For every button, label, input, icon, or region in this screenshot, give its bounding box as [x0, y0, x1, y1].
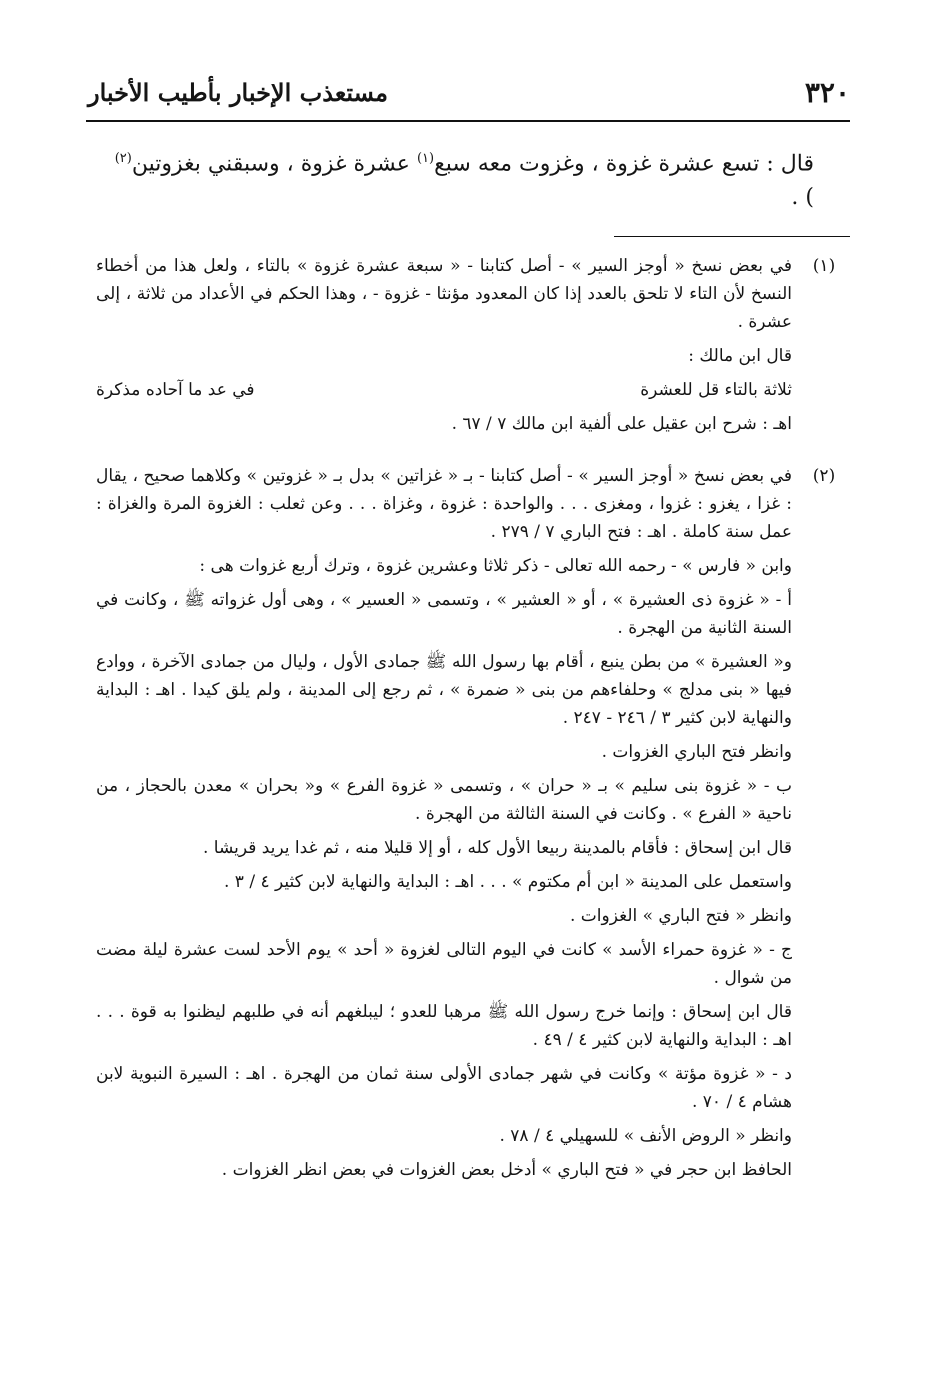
main-text-part-c: ) .: [791, 185, 814, 211]
footnote-paragraph: قال ابن مالك :: [688, 346, 792, 366]
footnote-paragraph: و« العشيرة » من بطن ينبع ، أقام بها رسول الله ﷺ جمادى الأول ، وليال من جمادى الآخرة ، ووادع فيها « بنى مدلج » وحلفاءهم من بنى « ضمرة » ، ثم رجع إلى المدينة ، ولم يلق كيدا . اهـ : البداية والنهاية لابن كثير ٣ / ٢٤٦ - ٢٤٧ .: [96, 652, 792, 728]
footnote-paragraph: وابن « فارس » - رحمه الله تعالى - ذكر ثلاثا وعشرين غزوة ، وترك أربع غزوات هى :: [199, 556, 792, 576]
footnote-paragraph: د - « غزوة مؤتة » وكانت في شهر جمادى الأولى سنة ثمان من الهجرة . اهـ : السيرة النبوية لابن هشام ٤ / ٧٠ .: [96, 1064, 792, 1112]
running-title: مستعذب الإخبار بأطيب الأخبار: [88, 78, 388, 107]
footnote-paragraph: في بعض نسخ « أوجز السير » - أصل كتابنا - « سبعة عشرة غزوة » بالتاء ، ولعل هذا من أخطاء النسخ لأن التاء لا تلحق بالعدد إذا كان المعدود مؤنثا - غزوة - ، وهذا الحكم في الأعداد من ثلاثة ، إلى عشرة .: [96, 256, 792, 332]
poetry-verse: [96, 376, 792, 404]
footnote-paragraph: أ - « غزوة ذى العشيرة » ، أو « العشير » ، وتسمى « العسير » ، وهى أول غزواته ﷺ ، وكانت في السنة الثانية من الهجرة .: [96, 590, 792, 638]
footnote-paragraph: اهـ : شرح ابن عقيل على ألفية ابن مالك ٧ / ٦٧ .: [451, 414, 792, 434]
main-text-part-a: قال : تسع عشرة غزوة ، وغزوت معه سبع: [434, 151, 814, 177]
footnote-paragraph: وانظر « فتح الباري » الغزوات .: [570, 906, 792, 926]
footnote-number: (١): [812, 256, 836, 276]
footnote-paragraph: ب - « غزوة بنى سليم » بـ « حران » ، وتسمى « غزوة الفرع » و« بحران » معدن بالحجاز ، من ناحية « الفرع » . وكانت في السنة الثالثة من الهجرة .: [96, 776, 792, 824]
footnote-1: [96, 252, 836, 444]
main-text-part-b: عشرة غزوة ، وسبقني بغزوتين: [131, 151, 417, 177]
main-text: [112, 142, 814, 215]
page-header: [88, 76, 850, 116]
page-number: ٣٢٠: [804, 76, 850, 109]
footnote-number: (٢): [812, 466, 836, 486]
footnote-ref-2: (٢): [114, 151, 132, 166]
footnote-paragraph: وانظر « الروض الأنف » للسهيلي ٤ / ٧٨ .: [499, 1126, 792, 1146]
footnote-paragraph: في بعض نسخ « أوجز السير » - أصل كتابنا - بـ « غزاتين » بدل بـ « غزوتين » وكلاهما صحيح ، يقال : غزا ، يغزو : غزوا ، ومغزى . . . والواحدة : غزوة ، وغزاة . . . وعن ثعلب : الغزوة المرة والغزاة : عمل سنة كاملة . اهـ : فتح الباري ٧ / ٢٧٩ .: [96, 466, 792, 542]
verse-second-hemistich: في عد ما آحاده مذكرة: [96, 380, 255, 400]
footnote-paragraph: واستعمل على المدينة « ابن أم مكتوم » . . . اهـ : البداية والنهاية لابن كثير ٤ / ٣ .: [223, 872, 792, 892]
header-rule: [86, 120, 850, 122]
footnote-paragraph: ج - « غزوة حمراء الأسد » كانت في اليوم التالى لغزوة « أحد » يوم الأحد لست عشرة ليلة مضت من شوال .: [96, 940, 792, 988]
footnote-paragraph: الحافظ ابن حجر في « فتح الباري » أدخل بعض الغزوات في بعض انظر الغزوات .: [221, 1160, 792, 1180]
footnote-paragraph: وانظر فتح الباري الغزوات .: [601, 742, 792, 762]
footnote-paragraph: قال ابن إسحاق : وإنما خرج رسول الله ﷺ مرهبا للعدو ؛ ليبلغهم أنه في طلبهم ليظنوا به قوة . . . اهـ : البداية والنهاية لابن كثير ٤ / ٤٩ .: [96, 1002, 792, 1050]
footnote-paragraph: قال ابن إسحاق : فأقام بالمدينة ربيعا الأول كله ، أو إلا قليلا منه ، ثم غدا يريد قريشا .: [202, 838, 792, 858]
footnote-ref-1: (١): [416, 151, 435, 166]
verse-first-hemistich: ثلاثة بالتاء قل للعشرة: [640, 380, 792, 400]
footnote-separator: [614, 236, 850, 237]
footnote-2: [96, 462, 836, 1190]
